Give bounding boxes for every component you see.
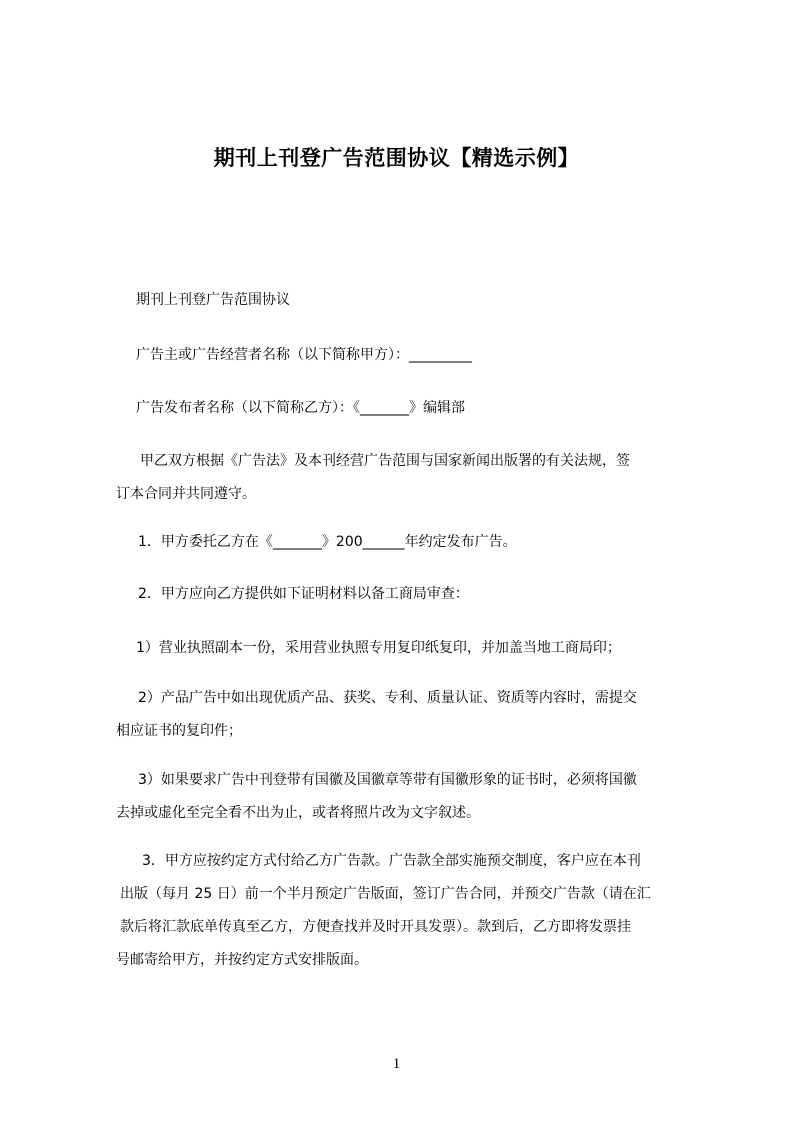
clause-line: 3）如果要求广告中刊登带有国徽及国徽章等带有国徽形象的证书时，必须将国徽 — [138, 772, 637, 788]
clause-line: 相应证书的复印件； — [116, 723, 242, 739]
clause-line: 去掉或虚化至完全看不出为止，或者将照片改为文字叙述。 — [116, 805, 480, 821]
clause-2-item-2 — [116, 682, 708, 748]
party-b-line: 广告发布者名称（以下简称乙方）：《_______》编辑部 — [136, 400, 465, 416]
clause-1: 1．甲方委托乙方在《_______》200______年约定发布广告。 — [138, 534, 517, 550]
clause-line: 2）产品广告中如出现优质产品、获奖、专利、质量认证、资质等内容时，需提交 — [138, 690, 637, 706]
clause-line: 号邮寄给甲方，并按约定方式安排版面。 — [116, 952, 368, 968]
document-title: 期刊上刊登广告范围协议【精选示例】 — [213, 146, 580, 170]
clause-line: 3．甲方应按约定方式付给乙方广告款。广告款全部实施预交制度，客户应在本刊 — [142, 853, 641, 869]
clause-line: 款后将汇款底单传真至乙方，方便查找并及时开具发票）。款到后，乙方即将发票挂 — [120, 919, 631, 935]
intro-line: 甲乙双方根据《广告法》及本刊经营广告范围与国家新闻出版署的有关法规，签 — [140, 453, 630, 469]
page-number: 1 — [392, 1056, 401, 1072]
clause-2-item-1: 1）营业执照副本一份，采用营业执照专用复印纸复印，并加盖当地工商局印； — [136, 640, 621, 656]
clause-2-item-3 — [116, 764, 708, 830]
clause-3 — [116, 845, 708, 977]
intro-paragraph — [116, 445, 708, 511]
intro-line: 订本合同并共同遵守。 — [116, 486, 256, 502]
agreement-subtitle: 期刊上刊登广告范围协议 — [136, 292, 290, 308]
party-a-line: 广告主或广告经营者名称（以下简称甲方）：_________ — [136, 347, 472, 363]
clause-2: 2．甲方应向乙方提供如下证明材料以备工商局审查： — [138, 586, 469, 602]
clause-line: 出版（每月 25 日）前一个半月预定广告版面，签订广告合同，并预交广告款（请在汇 — [120, 886, 651, 902]
